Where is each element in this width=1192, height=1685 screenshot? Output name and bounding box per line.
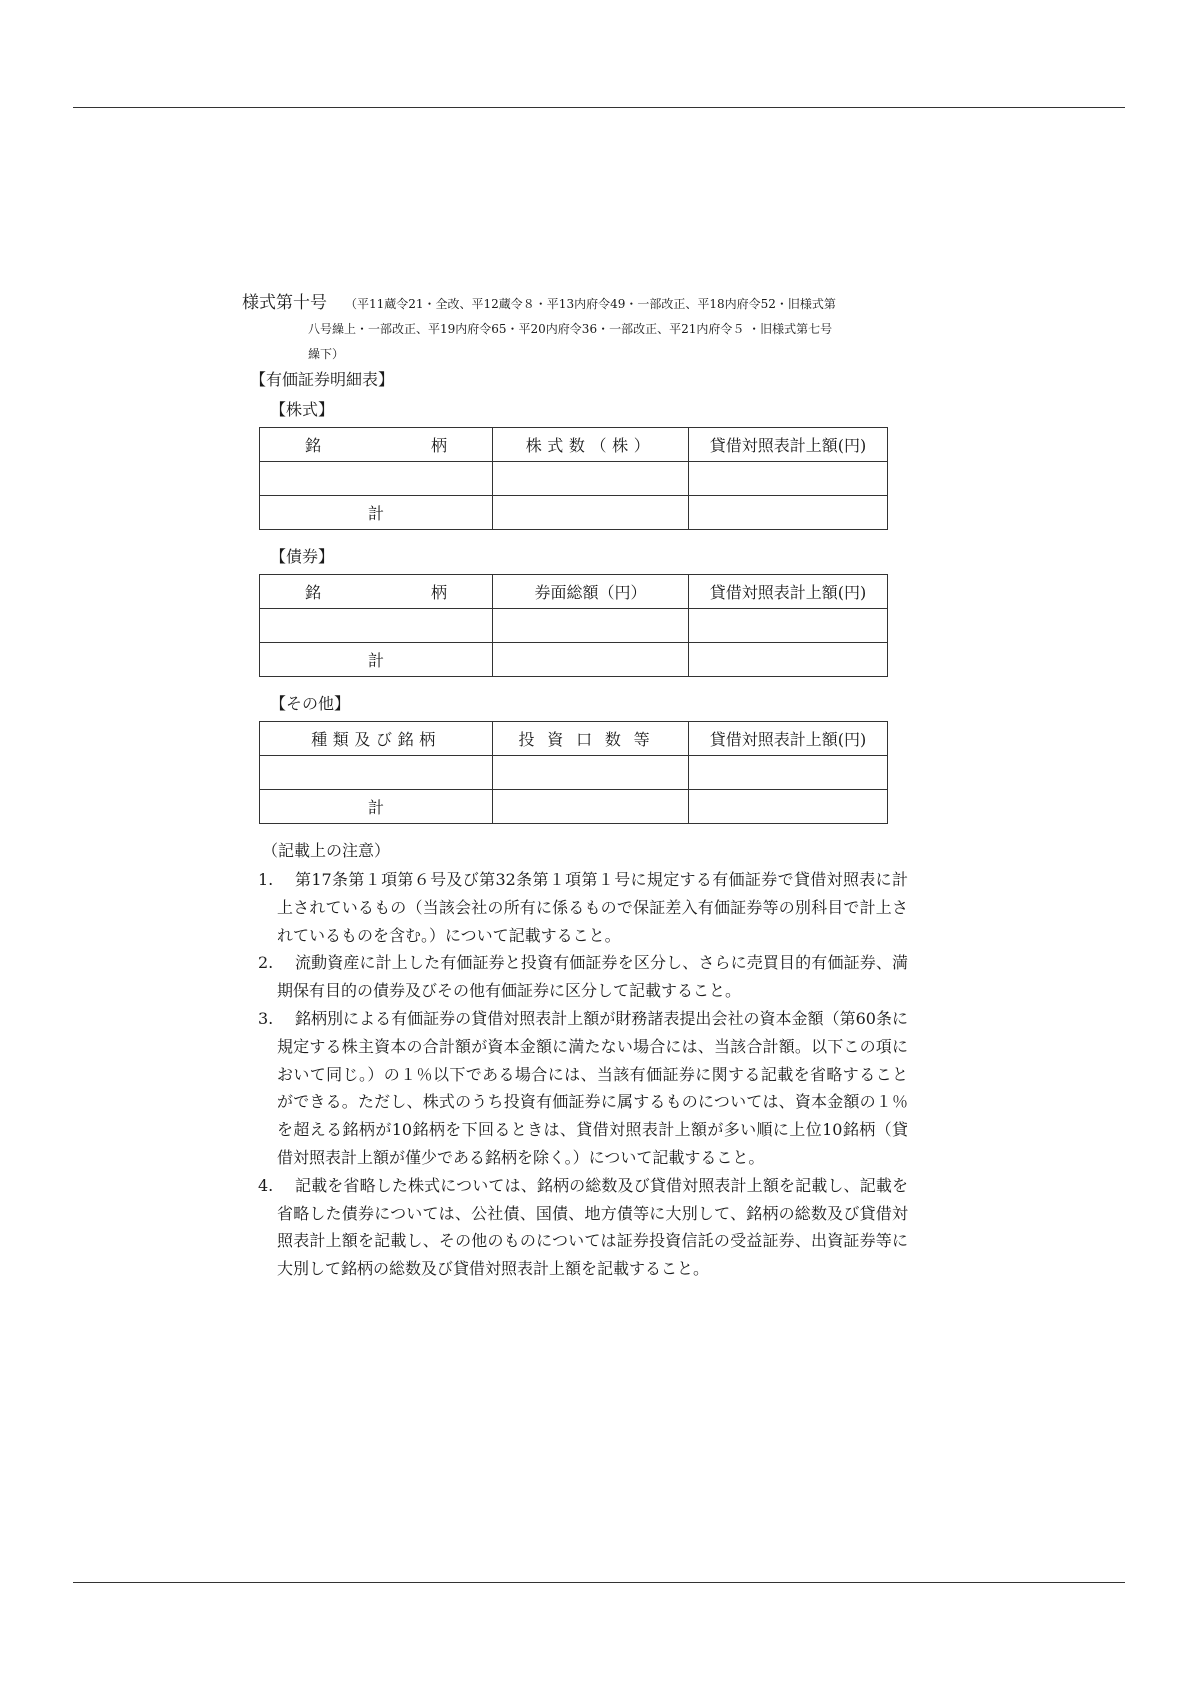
note-text: 流動資産に計上した有価証券と投資有価証券を区分し、さらに売買目的有価証券、満期保有目的の債券及びその他有価証券に区分して記載すること。 <box>277 953 908 1001</box>
others-heading: 【その他】 <box>270 694 351 713</box>
note-number: 3. <box>258 1008 274 1028</box>
stocks-header-shares: 株式数（株） <box>493 428 689 462</box>
stocks-total-cell <box>493 496 689 530</box>
bonds-header-amount: 貸借対照表計上額(円) <box>689 575 888 609</box>
bonds-header-name-left: 銘 <box>305 583 322 602</box>
bonds-cell <box>260 609 493 643</box>
others-cell <box>260 756 493 790</box>
stocks-cell <box>260 462 493 496</box>
others-total-cell <box>493 790 689 824</box>
others-data-row <box>260 756 888 790</box>
bonds-cell <box>493 609 689 643</box>
note-item <box>258 1172 908 1283</box>
form-title: 様式第十号 <box>242 293 327 313</box>
others-total-label: 計 <box>260 790 493 824</box>
stocks-header-name-right: 柄 <box>430 436 447 455</box>
stocks-header-row <box>260 428 888 462</box>
others-header-units: 投資口数等 <box>493 722 689 756</box>
bonds-total-cell <box>493 643 689 677</box>
others-header-type-name: 種類及び銘柄 <box>260 722 493 756</box>
bonds-header-name <box>260 575 493 609</box>
form-header <box>242 288 902 367</box>
stocks-header-name <box>260 428 493 462</box>
amendment-history-line-3: 繰下） <box>308 347 345 361</box>
others-header-row <box>260 722 888 756</box>
notes-title: （記載上の注意） <box>262 841 391 860</box>
bonds-header-row <box>260 575 888 609</box>
others-total-row <box>260 790 888 824</box>
bonds-total-cell <box>689 643 888 677</box>
others-header-amount: 貸借対照表計上額(円) <box>689 722 888 756</box>
bonds-total-label: 計 <box>260 643 493 677</box>
note-item <box>258 866 908 949</box>
note-number: 1. <box>258 870 274 889</box>
note-item <box>258 1005 908 1172</box>
others-cell <box>689 756 888 790</box>
note-text: 第17条第１項第６号及び第32条第１項第１号に規定する有価証券で貸借対照表に計上されているもの（当該会社の所有に係るもので保証差入有価証券等の別科目で計上されているものを含む。）について記載すること。 <box>277 870 908 945</box>
note-number: 4. <box>258 1175 274 1195</box>
others-total-cell <box>689 790 888 824</box>
bonds-header-face-value: 券面総額（円） <box>493 575 689 609</box>
form-title-line <box>242 288 902 317</box>
bonds-header-name-right: 柄 <box>430 583 447 602</box>
top-rule <box>73 107 1125 108</box>
amendment-history-line-2: 八号繰上・一部改正、平19内府令65・平20内府令36・一部改正、平21内府令５ ・旧様式第七号 <box>308 322 833 336</box>
bonds-data-row <box>260 609 888 643</box>
note-number: 2. <box>258 953 274 973</box>
notes-list <box>258 866 908 1283</box>
others-cell <box>493 756 689 790</box>
others-table <box>259 721 888 824</box>
bonds-heading: 【債券】 <box>270 547 335 566</box>
note-text: 記載を省略した株式については、銘柄の総数及び貸借対照表計上額を記載し、記載を省略した債券については、公社債、国債、地方債等に大別して、銘柄の総数及び貸借対照表計上額を記載し、その他のものについては証券投資信託の受益証券、出資証券等に大別して銘柄の総数及び貸借対照表計上額を記載すること。 <box>277 1175 908 1279</box>
note-item <box>258 949 908 1005</box>
stocks-table <box>259 427 888 530</box>
stocks-cell <box>689 462 888 496</box>
note-text: 銘柄別による有価証券の貸借対照表計上額が財務諸表提出会社の資本金額（第60条に規定する株主資本の合計額が資本金額に満たない場合には、当該合計額。以下この項において同じ。）の１％以下である場合には、当該有価証券に関する記載を省略することができる。ただし、株式のうち投資有価証券に属するものについては、資本金額の１％を超える銘柄が10銘柄を下回るときは、貸借対照表計上額が多い順に上位10銘柄（貸借対照表計上額が僅少である銘柄を除く。）について記載すること。 <box>277 1008 908 1167</box>
stocks-data-row <box>260 462 888 496</box>
stocks-heading: 【株式】 <box>270 400 335 419</box>
bottom-rule <box>73 1582 1125 1583</box>
bonds-total-row <box>260 643 888 677</box>
stocks-cell <box>493 462 689 496</box>
bonds-cell <box>689 609 888 643</box>
stocks-total-row <box>260 496 888 530</box>
bonds-table <box>259 574 888 677</box>
stocks-header-name-left: 銘 <box>305 436 322 455</box>
stocks-total-label: 計 <box>260 496 493 530</box>
amendment-history-line-1: （平11蔵令21・全改、平12蔵令８・平13内府令49・一部改正、平18内府令52・旧様式第 <box>345 297 836 311</box>
stocks-total-cell <box>689 496 888 530</box>
main-heading: 【有価証券明細表】 <box>250 370 395 389</box>
stocks-header-amount: 貸借対照表計上額(円) <box>689 428 888 462</box>
